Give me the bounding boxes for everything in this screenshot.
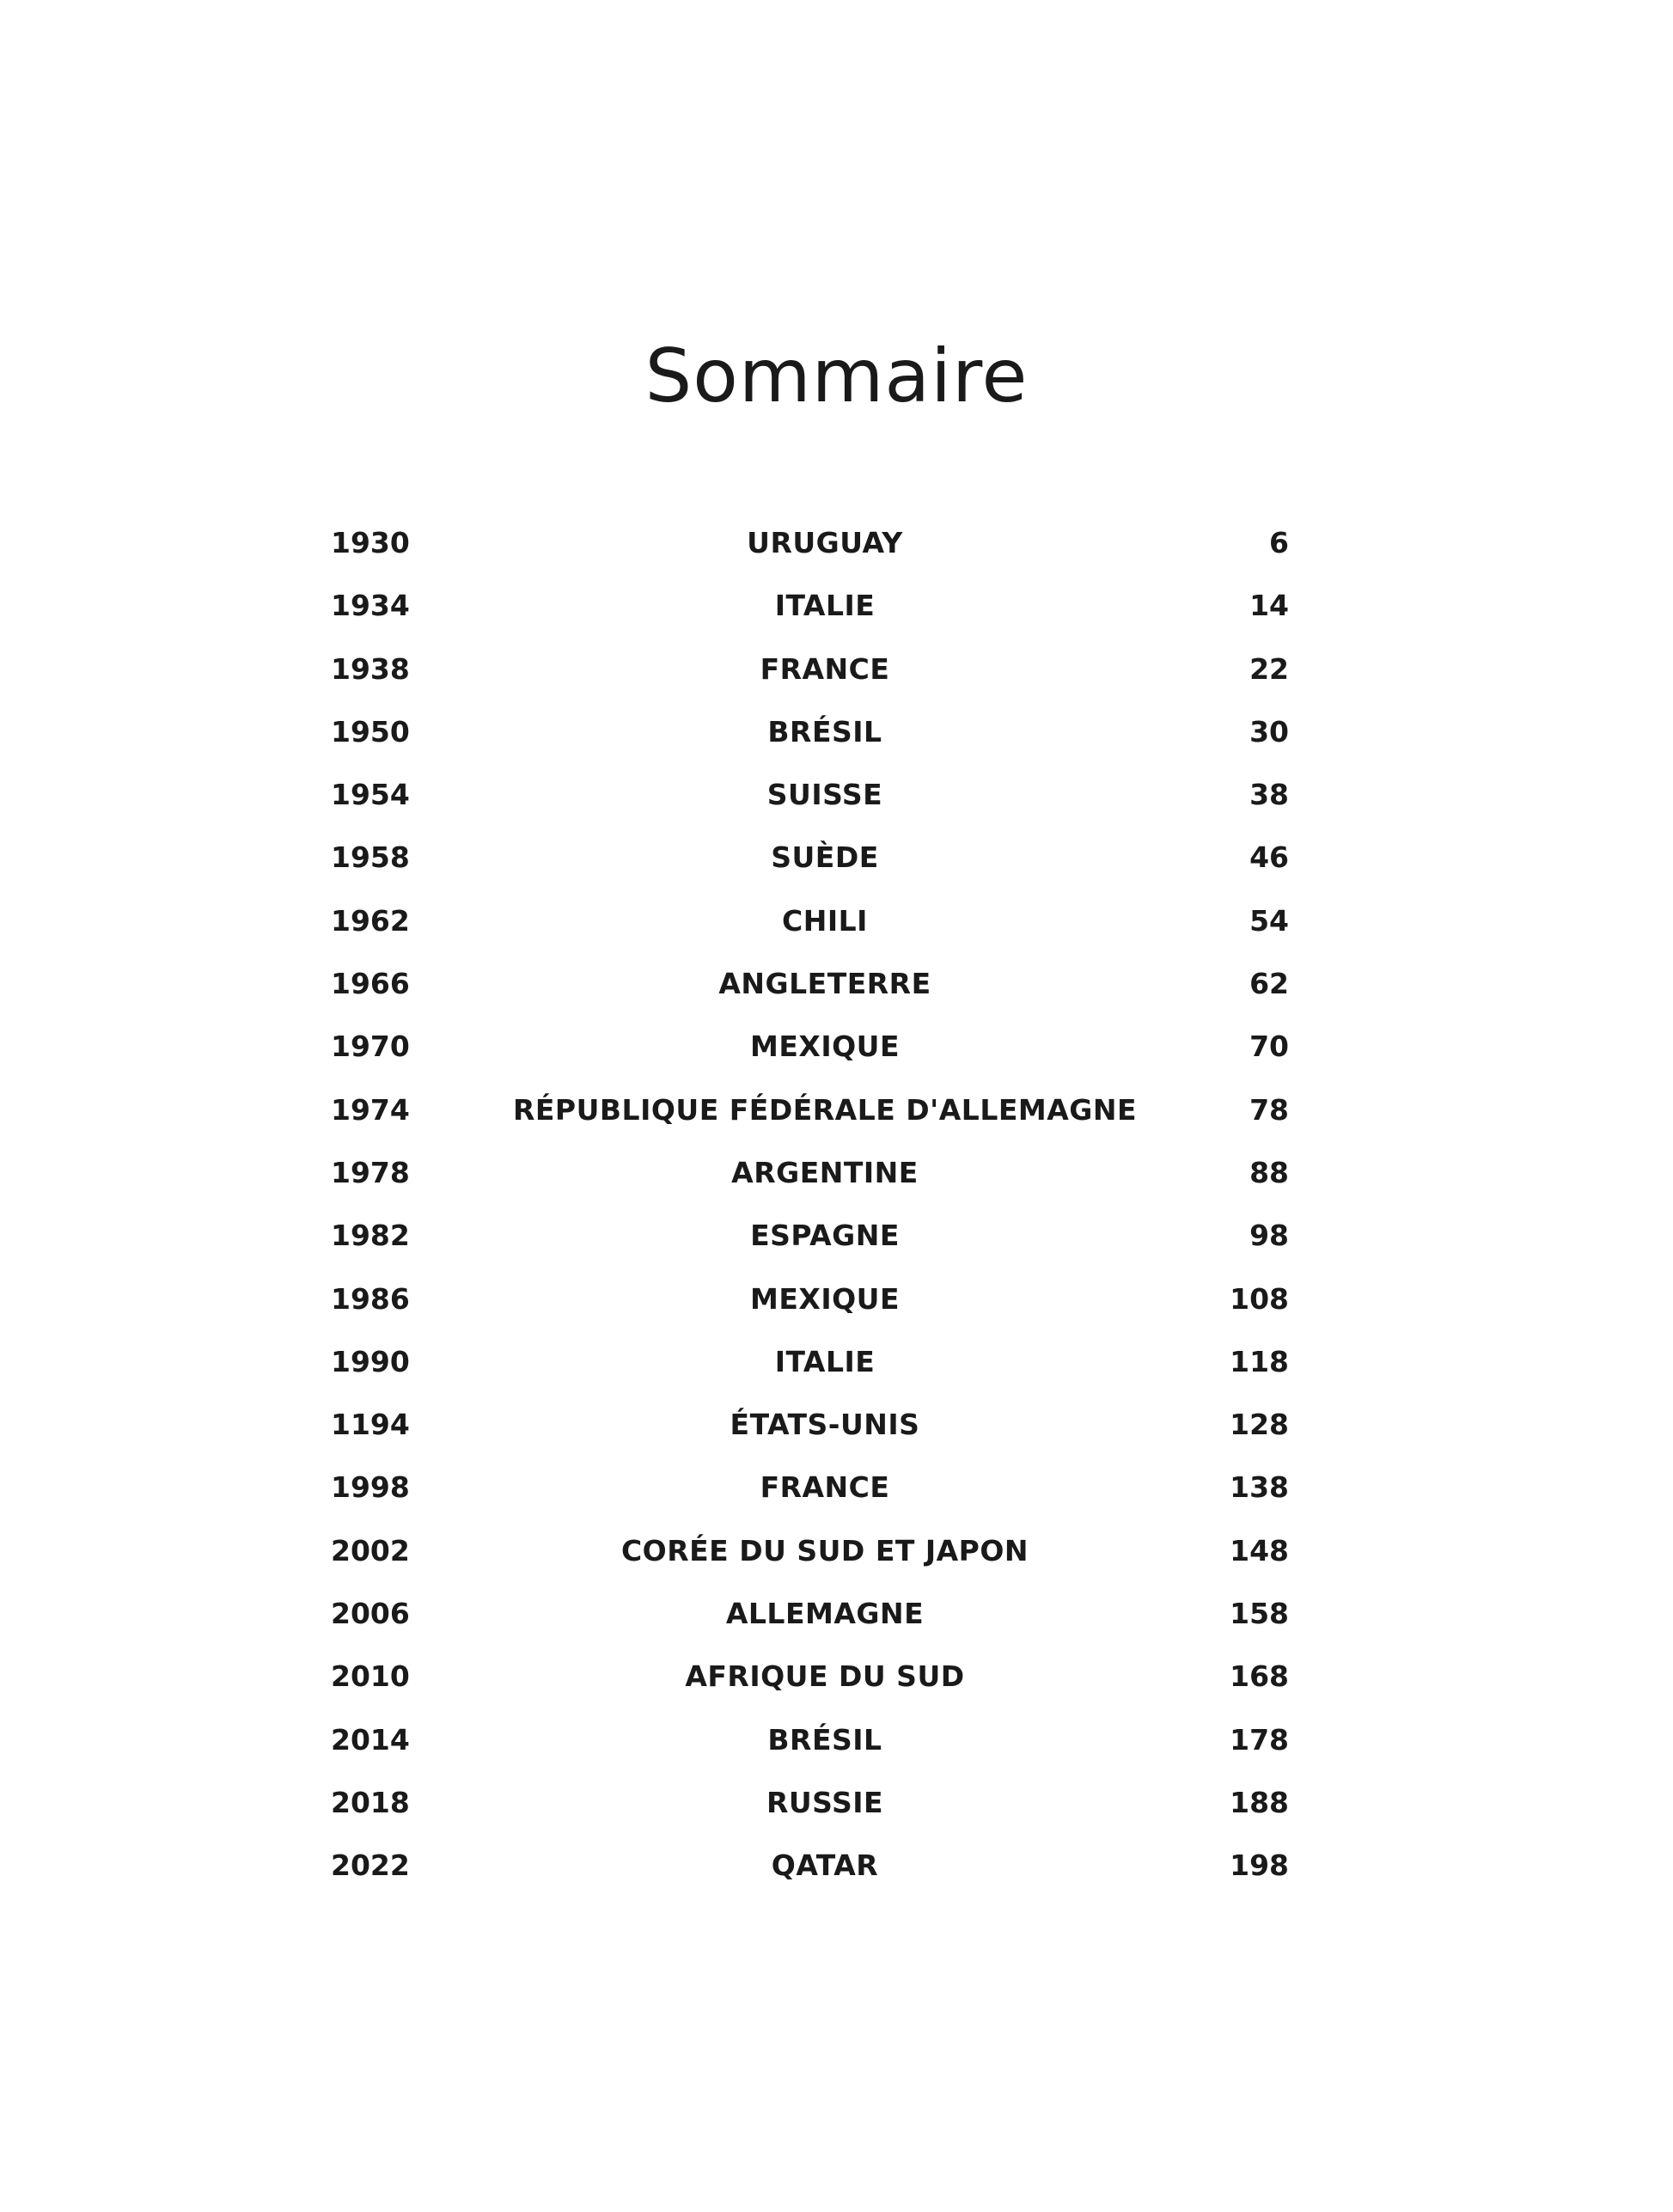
toc-row <box>331 1399 1289 1462</box>
toc-row <box>331 1021 1289 1084</box>
toc-row <box>331 1651 1289 1714</box>
toc-year: 2022 <box>331 1848 410 1883</box>
toc-country: QATAR <box>771 1848 879 1883</box>
toc-page-number: 198 <box>1230 1848 1289 1883</box>
toc-page-number: 118 <box>1230 1344 1289 1378</box>
toc-country: URUGUAY <box>747 526 903 559</box>
toc-country: SUISSE <box>766 778 883 812</box>
toc-country: ITALIE <box>774 589 876 623</box>
toc-page-number: 30 <box>1249 714 1289 749</box>
toc-page-number: 168 <box>1230 1659 1289 1694</box>
toc-page-number: 70 <box>1249 1030 1289 1064</box>
toc-year: 1974 <box>331 1092 410 1127</box>
toc-year: 2006 <box>331 1597 410 1631</box>
toc-country: ESPAGNE <box>750 1219 900 1253</box>
toc-year: 1950 <box>331 714 410 749</box>
toc-country: ÉTATS-UNIS <box>730 1408 920 1442</box>
toc-country: BRÉSIL <box>767 714 882 749</box>
toc-year: 1986 <box>331 1281 410 1316</box>
toc-page-number: 14 <box>1249 589 1289 623</box>
toc-page-number: 54 <box>1249 903 1289 938</box>
toc-page-number: 108 <box>1230 1281 1289 1316</box>
toc-year: 1962 <box>331 903 410 938</box>
toc-page-number: 148 <box>1230 1533 1289 1567</box>
table-of-contents <box>331 517 1289 1903</box>
toc-row <box>331 580 1289 643</box>
toc-country: FRANCE <box>760 1470 890 1505</box>
toc-country: ANGLETERRE <box>718 967 931 1001</box>
toc-page-number: 178 <box>1230 1722 1289 1757</box>
toc-year: 1982 <box>331 1219 410 1253</box>
toc-year: 1194 <box>331 1408 410 1442</box>
toc-page-number: 46 <box>1249 840 1289 875</box>
toc-year: 1990 <box>331 1344 410 1378</box>
toc-country: CHILI <box>782 903 868 938</box>
toc-year: 1954 <box>331 778 410 812</box>
toc-year: 2010 <box>331 1659 410 1694</box>
toc-row <box>331 1210 1289 1273</box>
toc-year: 1958 <box>331 840 410 875</box>
toc-country: ITALIE <box>774 1344 876 1378</box>
toc-year: 2002 <box>331 1533 410 1567</box>
toc-year: 2018 <box>331 1785 410 1819</box>
toc-year: 1966 <box>331 967 410 1001</box>
toc-row <box>331 895 1289 958</box>
toc-country: SUÈDE <box>771 840 879 875</box>
toc-page-number: 6 <box>1269 526 1289 559</box>
toc-country: BRÉSIL <box>767 1722 882 1757</box>
toc-year: 1938 <box>331 651 410 686</box>
toc-page-number: 138 <box>1230 1470 1289 1505</box>
toc-year: 1998 <box>331 1470 410 1505</box>
page-title: Sommaire <box>644 333 1029 419</box>
toc-row <box>331 706 1289 769</box>
toc-row <box>331 769 1289 832</box>
toc-row <box>331 1336 1289 1399</box>
toc-country: ALLEMAGNE <box>725 1597 925 1631</box>
toc-row <box>331 1588 1289 1651</box>
toc-row <box>331 1462 1289 1525</box>
toc-row <box>331 517 1289 580</box>
toc-row <box>331 1085 1289 1147</box>
toc-country: ARGENTINE <box>731 1155 919 1189</box>
toc-page-number: 158 <box>1230 1597 1289 1631</box>
toc-country: CORÉE DU SUD ET JAPON <box>620 1533 1029 1567</box>
toc-page-number: 22 <box>1249 651 1289 686</box>
toc-page-number: 98 <box>1249 1219 1289 1253</box>
toc-year: 2014 <box>331 1722 410 1757</box>
toc-year: 1934 <box>331 589 410 623</box>
toc-page-number: 88 <box>1249 1155 1289 1189</box>
toc-page-number: 78 <box>1249 1092 1289 1127</box>
toc-country: AFRIQUE DU SUD <box>685 1659 965 1694</box>
toc-row <box>331 1274 1289 1336</box>
toc-row <box>331 832 1289 895</box>
toc-row <box>331 1714 1289 1777</box>
toc-country: MEXIQUE <box>750 1030 900 1064</box>
toc-country: RÉPUBLIQUE FÉDÉRALE D'ALLEMAGNE <box>512 1092 1138 1127</box>
toc-page-number: 62 <box>1249 967 1289 1001</box>
toc-page-number: 188 <box>1230 1785 1289 1819</box>
toc-row <box>331 1840 1289 1903</box>
toc-year: 1978 <box>331 1155 410 1189</box>
toc-year: 1930 <box>331 526 410 559</box>
toc-country: FRANCE <box>760 651 890 686</box>
toc-row <box>331 644 1289 706</box>
toc-row <box>331 1147 1289 1210</box>
toc-page-number: 38 <box>1249 778 1289 812</box>
toc-year: 1970 <box>331 1030 410 1064</box>
toc-row <box>331 958 1289 1021</box>
toc-row <box>331 1525 1289 1588</box>
toc-row <box>331 1777 1289 1840</box>
toc-country: MEXIQUE <box>750 1281 900 1316</box>
toc-country: RUSSIE <box>766 1785 884 1819</box>
toc-page-number: 128 <box>1230 1408 1289 1442</box>
